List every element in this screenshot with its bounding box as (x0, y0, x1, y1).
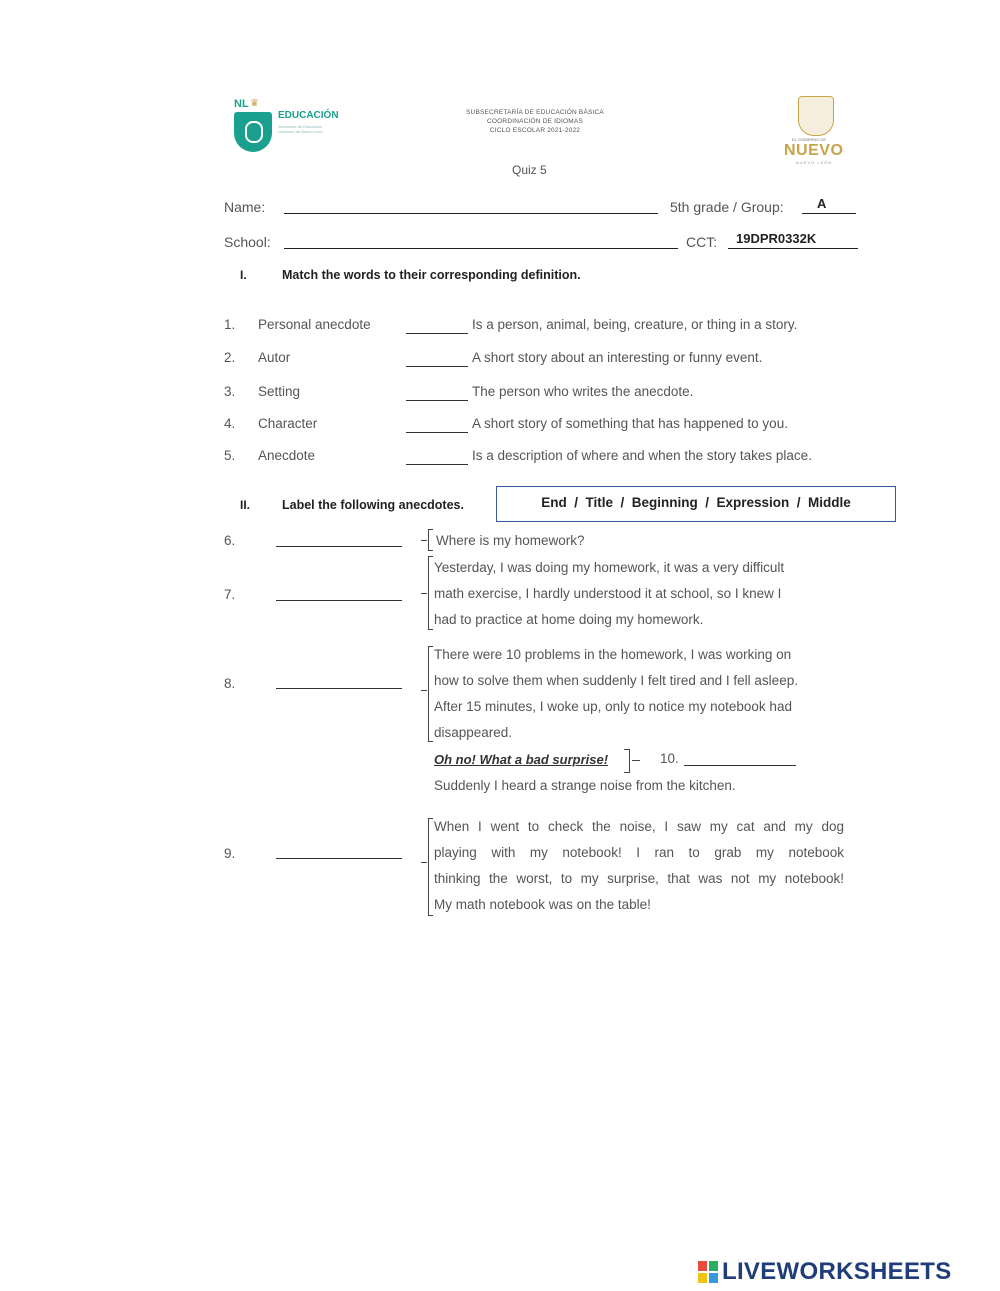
grade-label: 5th grade / Group: (670, 199, 784, 215)
brace-tick-9 (421, 862, 427, 863)
header-lines (420, 108, 650, 135)
paragraph-line: After 15 minutes, I woke up, only to notice my notebook had (434, 699, 792, 714)
cct-value: 19DPR0332K (736, 231, 817, 246)
section1-title: Match the words to their corresponding definition. (282, 268, 581, 282)
label-blank-10[interactable] (684, 765, 796, 766)
item-definition: Is a description of where and when the story takes place. (472, 448, 812, 463)
answer-blank-3[interactable] (406, 400, 468, 401)
word-bank: End / Title / Beginning / Expression / Middle (541, 495, 851, 510)
expression-tick (632, 760, 640, 761)
paragraph-line: how to solve them when suddenly I felt tired and I fell asleep. (434, 673, 798, 688)
brace-8 (428, 646, 429, 742)
answer-blank-1[interactable] (406, 333, 468, 334)
paragraph-7 (434, 555, 784, 633)
brand-name: LIVEWORKSHEETS (722, 1258, 952, 1285)
name-field[interactable] (284, 213, 658, 214)
group-value: A (817, 196, 827, 211)
expression-bracket (624, 749, 630, 773)
paragraph-line: disappeared. (434, 725, 513, 740)
logo-right-top: EL GOBIERNO DE (792, 137, 827, 142)
answer-blank-4[interactable] (406, 432, 468, 433)
paragraph-line: There were 10 problems in the homework, I was working on (434, 647, 792, 662)
crown-icon: ♛ (250, 98, 259, 109)
item-word: Autor (258, 350, 291, 365)
brace-6 (428, 529, 429, 551)
question-number-6: 6. (224, 533, 236, 548)
item-definition: Is a person, animal, being, creature, or thing in a story. (472, 317, 798, 332)
question-number-8: 8. (224, 676, 236, 691)
brace-tick-8 (421, 690, 427, 691)
section1-number: I. (240, 268, 247, 282)
name-label: Name: (224, 199, 266, 215)
liveworksheets-logo (698, 1258, 994, 1286)
question-number-10: 10. (660, 751, 679, 766)
brace-7 (428, 556, 429, 630)
label-blank-6[interactable] (276, 546, 402, 547)
coat-of-arms-icon (798, 96, 834, 136)
logo-mark: NL (234, 98, 249, 110)
item-word: Setting (258, 384, 301, 399)
brace-9 (428, 818, 429, 916)
section2-number: II. (240, 498, 251, 512)
school-label: School: (224, 234, 271, 250)
logo-right-main: NUEVO (784, 142, 844, 159)
item-definition: The person who writes the anecdote. (472, 384, 694, 399)
paragraph-6: Where is my homework? (436, 533, 585, 548)
paragraph-line: had to practice at home doing my homework. (434, 612, 704, 627)
header-line-3: CICLO ESCOLAR 2021-2022 (489, 127, 581, 134)
expression-text: Oh no! What a bad surprise! (434, 752, 609, 767)
paragraph-9 (434, 814, 844, 918)
paragraph-line: When I went to check the noise, I saw my cat and my dog (434, 819, 844, 834)
paragraph-line: thinking the worst, to my surprise, that was not my notebook! (434, 871, 844, 886)
label-blank-7[interactable] (276, 600, 402, 601)
label-blank-9[interactable] (276, 858, 402, 859)
paragraph-line: Yesterday, I was doing my homework, it was a very difficult (434, 560, 785, 575)
school-field[interactable] (284, 248, 678, 249)
brand-icon (698, 1261, 718, 1283)
answer-blank-5[interactable] (406, 464, 468, 465)
paragraph-8 (434, 642, 798, 746)
logo-title: EDUCACIÓN (278, 110, 339, 121)
header-line-1: SUBSECRETARÍA DE EDUCACIÓN BÁSICA (466, 109, 604, 116)
item-number: 5. (224, 448, 236, 463)
header-line-2: COORDINACIÓN DE IDIOMAS (487, 118, 583, 125)
logo-subtitle: Secretaría de Educación Gobierno de Nuevo León (278, 124, 323, 134)
word-bank-box (496, 486, 896, 522)
answer-blank-2[interactable] (406, 366, 468, 367)
shield-icon (234, 112, 272, 152)
paragraph-8b: Suddenly I heard a strange noise from the kitchen. (434, 778, 736, 793)
nuevo-leon-logo (782, 96, 852, 168)
brace-tick-6 (421, 540, 427, 541)
label-blank-8[interactable] (276, 688, 402, 689)
group-field[interactable] (802, 213, 856, 214)
item-word: Personal anecdote (258, 317, 371, 332)
brace-tick-7 (421, 593, 427, 594)
cct-field[interactable] (728, 248, 858, 249)
paragraph-line: math exercise, I hardly understood it at school, so I knew I (434, 586, 782, 601)
paragraph-line: playing with my notebook! I ran to grab my notebook (434, 845, 844, 860)
section2-title: Label the following anecdotes. (282, 498, 464, 512)
item-number: 3. (224, 384, 236, 399)
logo-right-bottom: NUEVO LEÓN (796, 160, 833, 165)
item-definition: A short story about an interesting or funny event. (472, 350, 763, 365)
paragraph-line: My math notebook was on the table! (434, 897, 651, 912)
item-number: 1. (224, 317, 236, 332)
item-number: 4. (224, 416, 236, 431)
item-word: Anecdote (258, 448, 316, 463)
question-number-9: 9. (224, 846, 236, 861)
item-word: Character (258, 416, 318, 431)
cct-label: CCT: (686, 234, 718, 250)
quiz-title: Quiz 5 (512, 163, 547, 177)
item-definition: A short story of something that has happened to you. (472, 416, 788, 431)
education-logo (232, 96, 352, 158)
question-number-7: 7. (224, 587, 236, 602)
item-number: 2. (224, 350, 236, 365)
